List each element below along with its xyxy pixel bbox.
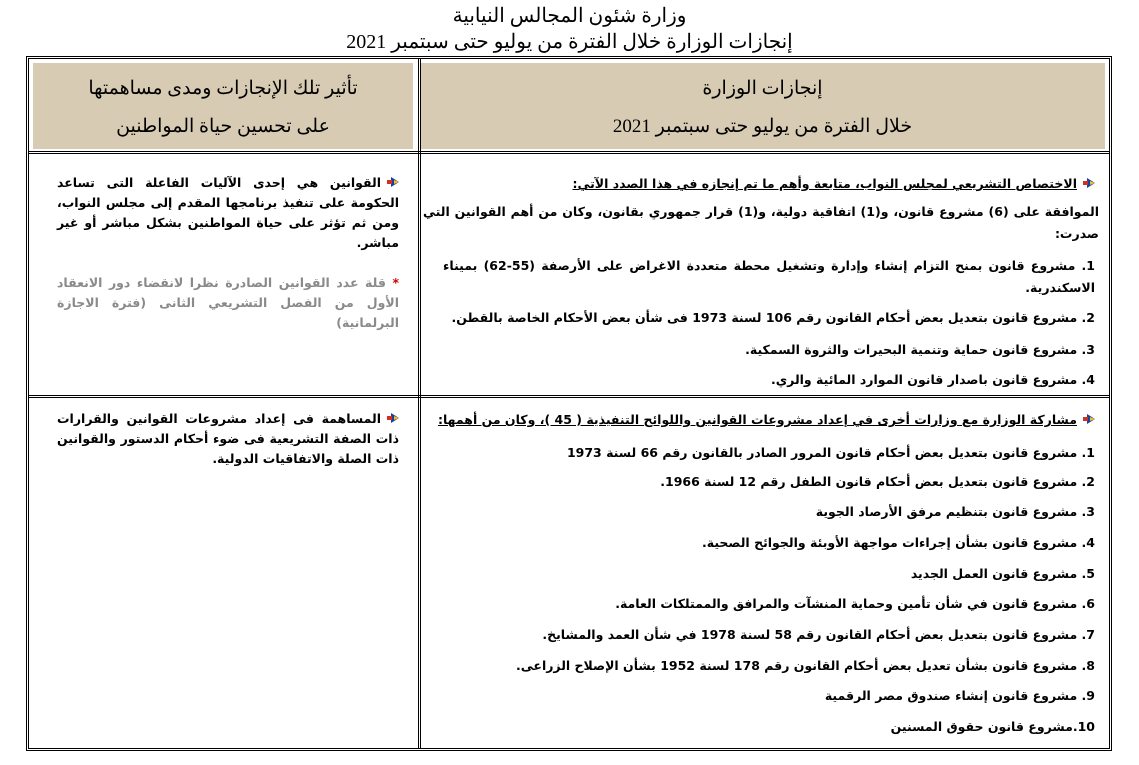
achievements-table (26, 56, 1112, 751)
header-cell-achievements (420, 63, 1105, 149)
section1-item: 3. مشروع قانون حماية وتنمية البحيرات والثروة السمكية. (745, 342, 1095, 357)
section1-item: 1. مشروع قانون بمنح التزام إنشاء وإدارة وتشغيل محطة متعددة الاغراض على الأرصفة (55-62) بميناء الاسكندرية. (443, 258, 1095, 295)
header-impact-line2: على تحسين حياة المواطنين (116, 116, 330, 137)
section2-item: 8. مشروع قانون بشأن تعديل بعض أحكام القانون رقم 178 لسنة 1952 بشأن الإصلاح الزراعى. (516, 658, 1095, 673)
header-achievements-line1: إنجازات الوزارة (702, 78, 823, 99)
arrow-bullet-icon (387, 412, 399, 424)
header-achievements-line2: خلال الفترة من يوليو حتى سبتمبر 2021 (612, 116, 913, 137)
section2-item: 3. مشروع قانون بتنظيم مرفق الأرصاد الجوية (815, 504, 1095, 519)
section1-impact-text: القوانين هي إحدى الآليات الفاعلة التى تساعد الحكومة على تنفيذ برنامجها المقدم إلى مجلس النواب، ومن ثم تؤثر على حياة المواطنين بشكل مباشر أو غير مباشر. (57, 175, 399, 250)
arrow-bullet-icon (1083, 413, 1095, 425)
section2-heading-cell (430, 409, 1095, 431)
section2-item: 7. مشروع قانون بتعديل بعض أحكام القانون رقم 58 لسنة 1978 في شأن العمد والمشايخ. (542, 627, 1095, 642)
section2-heading: مشاركة الوزارة مع وزارات أخرى في إعداد مشروعات القوانين واللوائح التنفيذية ( 45 )، وكان من أهمها: (437, 412, 1077, 427)
section1-impact (57, 173, 399, 253)
arrow-bullet-icon (1083, 177, 1095, 189)
ministry-title: وزارة شئون المجالس النيابية (452, 5, 687, 27)
section1-note-text: قلة عدد القوانين الصادرة نظرا لانقضاء دور الانعقاد الأول من الفصل التشريعي الثانى (فترة الاجازة البرلمانية) (57, 275, 399, 330)
section2-item: 1. مشروع قانون بتعديل بعض أحكام قانون المرور الصادر بالقانون رقم 66 لسنة 1973 (566, 445, 1095, 460)
section1-heading-cell (430, 173, 1095, 195)
section2-item: 9. مشروع قانون إنشاء صندوق مصر الرقمية (824, 688, 1095, 703)
section1-intro: الموافقة على (6) مشروع قانون، و(1) اتفاقية دولية، و(1) قرار جمهوري بقانون، وكان من أهم القوانين التي صدرت: (423, 204, 1099, 241)
header-cell-impact (33, 63, 413, 149)
section2-impact-text: المساهمة فى إعداد مشروعات القوانين والقرارات ذات الصفة التشريعية فى ضوء أحكام الدستور والقوانين ذات الصلة والاتفاقيات الدولية. (57, 411, 399, 466)
section2-impact (57, 409, 399, 469)
column-divider (418, 59, 421, 748)
row-divider (29, 395, 1109, 398)
header-impact-line1: تأثير تلك الإنجازات ومدى مساهمتها (88, 78, 358, 99)
section2-item: 2. مشروع قانون بتعديل بعض أحكام قانون الطفل رقم 12 لسنة 1966. (660, 474, 1095, 489)
note-asterisk: * (392, 275, 399, 290)
section1-item: 2. مشروع قانون بتعديل بعض أحكام القانون رقم 106 لسنة 1973 فى شأن بعض الأحكام الخاصة بالقطن. (451, 310, 1095, 325)
section1-item: 4. مشروع قانون باصدار قانون الموارد المائية والري. (770, 372, 1095, 387)
section2-item: 5. مشروع قانون العمل الجديد (910, 566, 1095, 581)
section1-heading: الاختصاص التشريعي لمجلس النواب، متابعة وأهم ما تم إنجازه في هذا الصدد الآتي: (572, 176, 1077, 191)
section2-item: 10.مشروع قانون حقوق المسنين (890, 719, 1095, 734)
section2-item: 6. مشروع قانون في شأن تأمين وحماية المنشآت والمرافق والممتلكات العامة. (615, 596, 1095, 611)
section2-item: 4. مشروع قانون بشأن إجراءات مواجهة الأوبئة والجوائح الصحية. (701, 535, 1095, 550)
arrow-bullet-icon (387, 176, 399, 188)
header-divider (29, 151, 1109, 154)
report-subtitle: إنجازات الوزارة خلال الفترة من يوليو حتى سبتمبر 2021 (346, 31, 793, 53)
section1-note (57, 273, 399, 333)
